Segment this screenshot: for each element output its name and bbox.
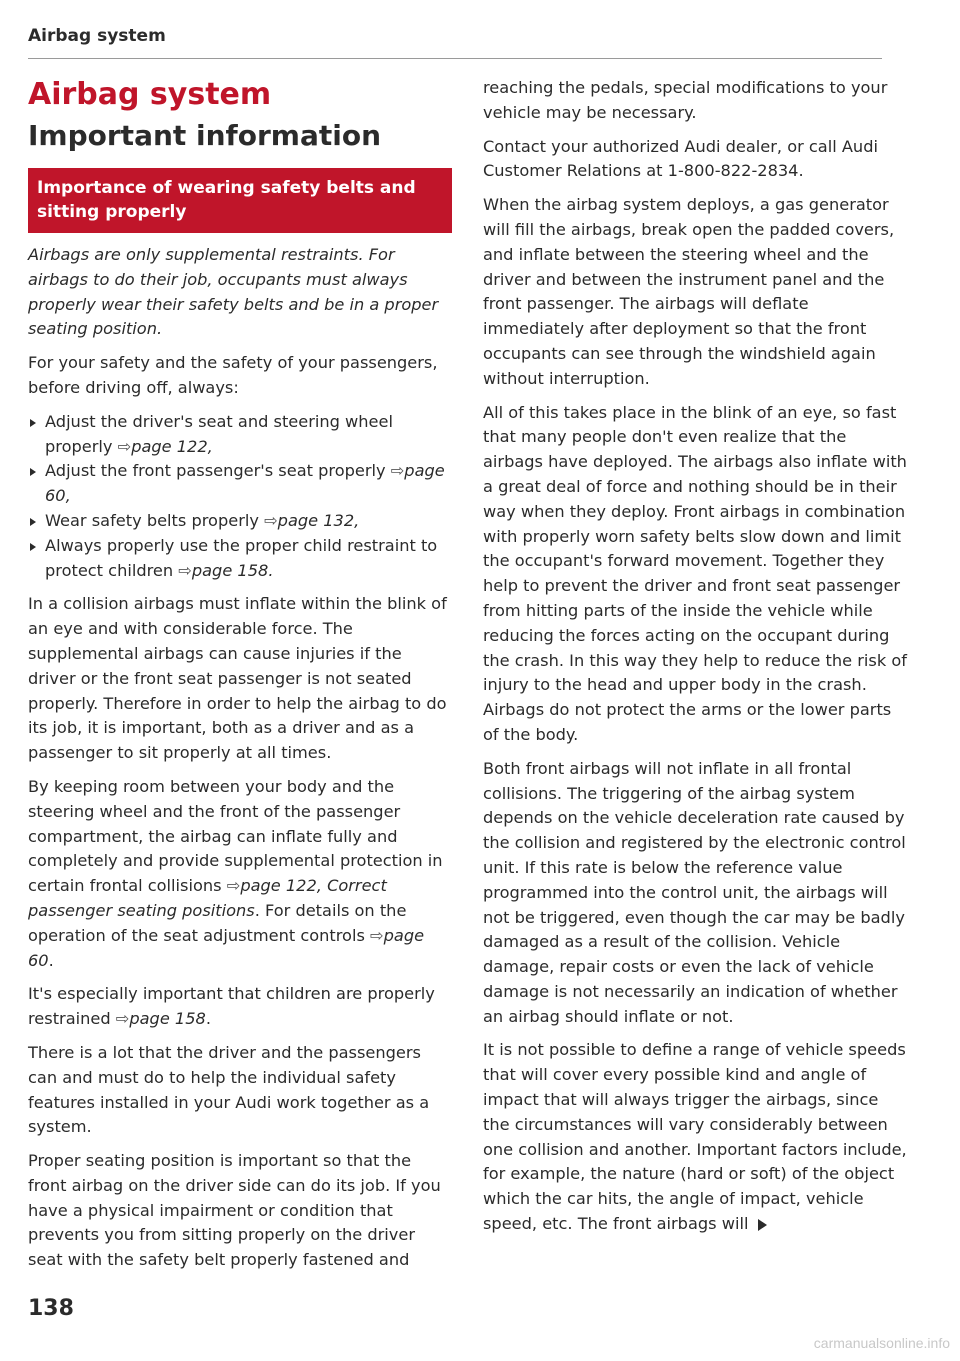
paragraph-text: It is not possible to define a range of vehicle speeds that will cover every possible kind and angle of impact that will always trigger the airbags, since the circumstances will vary considerably between one collision and another. Important factors include, for example, the nature (hard or soft) of the object which the car hits, the angle of impact, vehicle speed, etc. The front airbags will (483, 1040, 907, 1234)
paragraph: Both front airbags will not inflate in all frontal collisions. The triggering of the airbag system depends on the vehicle deceleration rate caused by the collision and registered by the electronic control unit. If this rate is below the reference value programmed into the control unit, the airbags will not be triggered, even though the car may be badly damaged as a result of the collision. Vehicle damage, repair costs or even the lack of vehicle damage is not necessarily an indication of whether an airbag should inflate or not. (483, 758, 906, 1026)
watermark: carmanualsonline.info (813, 1335, 950, 1351)
topic-banner: Importance of wearing safety belts and sitting properly (28, 168, 452, 233)
list-item (28, 534, 452, 584)
checklist (28, 410, 452, 584)
paragraph: All of this takes place in the blink of an eye, so fast that many people don't even realize that the airbags have deployed. The airbags also inflate with a great deal of force and nothing should be in their way when they deploy. Front airbags in combination with properly worn safety belts slow down and limit the occupant's forward movement. Together they help to prevent the driver and front seat passenger from hitting parts of the inside the vehicle while reducing the forces acting on the occupant during the crash. In this way they help to reduce the risk of injury to the head and upper body in the crash. Airbags do not protect the arms or the lower parts of the body. (483, 402, 907, 744)
page-reference-link[interactable]: page 122, Correct passenger seating positions (28, 876, 387, 920)
reference-arrow-icon: ⇨ (117, 436, 132, 456)
reference-arrow-icon: ⇨ (390, 461, 405, 481)
reference-arrow-icon: ⇨ (264, 510, 278, 530)
reference-arrow-icon: ⇨ (226, 876, 241, 896)
paragraph (28, 775, 452, 973)
page-reference-link[interactable]: page 158 (129, 1009, 206, 1029)
paragraph: Contact your authorized Audi dealer, or call Audi Customer Relations at 1-800-822-2834. (483, 136, 878, 181)
paragraph (28, 982, 452, 1032)
page-reference-link[interactable]: page 158. (191, 560, 274, 580)
paragraph-text: By keeping room between your body and the steering wheel and the front of the passenger compartment, the airbag can inflate fully and completely and provide supplemental protection in certain frontal collisions (28, 776, 443, 896)
running-header: Airbag system (28, 26, 882, 59)
paragraph-text: . (205, 1009, 211, 1029)
paragraph (483, 1038, 907, 1236)
list-item-text: Wear safety belts properly (45, 510, 259, 530)
reference-arrow-icon: ⇨ (115, 1009, 130, 1029)
list-item-text: Adjust the driver's seat and steering wheel properly (45, 411, 393, 456)
list-item (28, 509, 452, 534)
page-number: 138 (28, 1296, 74, 1321)
list-item (28, 459, 452, 509)
continued-arrow-icon (758, 1219, 767, 1231)
paragraph: There is a lot that the driver and the passengers can and must do to help the individual safety features installed in your Audi work together as a system. (28, 1042, 430, 1137)
paragraph: In a collision airbags must inflate within the blink of an eye and with considerable force. The supplemental airbags can cause injuries if the driver or the front seat passenger is not seated properly. Therefore in order to help the airbag to do its job, it is important, both as a driver and as a passenger to sit properly at all times. (28, 594, 447, 763)
intro-paragraph: Airbags are only supplemental restraints. For airbags to do their job, occupants must always properly wear their safety belts and be in a proper seating position. (28, 245, 439, 339)
list-item-text: Adjust the front passenger's seat properly (45, 461, 386, 481)
list-item (28, 410, 452, 460)
left-column (28, 76, 452, 1282)
paragraph-text: It's especially important that children are properly restrained (28, 984, 435, 1029)
page-reference-link[interactable]: page 60, (45, 461, 445, 506)
list-item-text: Always properly use the proper child restraint to protect children (45, 535, 438, 580)
reference-arrow-icon: ⇨ (370, 925, 384, 945)
page-reference-link[interactable]: page 60 (28, 925, 425, 970)
reference-arrow-icon: ⇨ (178, 560, 192, 580)
paragraph-text: . For details on the operation of the seat adjustment controls (28, 900, 407, 945)
section-subtitle: Important information (28, 119, 382, 152)
paragraph: When the airbag system deploys, a gas generator will fill the airbags, break open the padded covers, and inflate between the steering wheel and the driver and between the instrument panel and the front passenger. The airbags will deflate immediately after deployment so that the front occupants can see through the windshield again without interruption. (483, 195, 895, 388)
section-title: Airbag system (28, 77, 272, 112)
paragraph: For your safety and the safety of your passengers, before driving off, always: (28, 353, 438, 397)
page-reference-link[interactable]: page 122, (131, 436, 213, 456)
paragraph-text: . (48, 950, 54, 970)
right-column (483, 76, 907, 1246)
page-reference-link[interactable]: page 132, (277, 510, 360, 530)
paragraph: Proper seating position is important so that the front airbag on the driver side can do its job. If you have a physical impairment or condition that prevents you from sitting properly on the driver seat with the safety belt properly fastened and (28, 1151, 441, 1270)
paragraph: reaching the pedals, special modifications to your vehicle may be necessary. (483, 78, 888, 122)
